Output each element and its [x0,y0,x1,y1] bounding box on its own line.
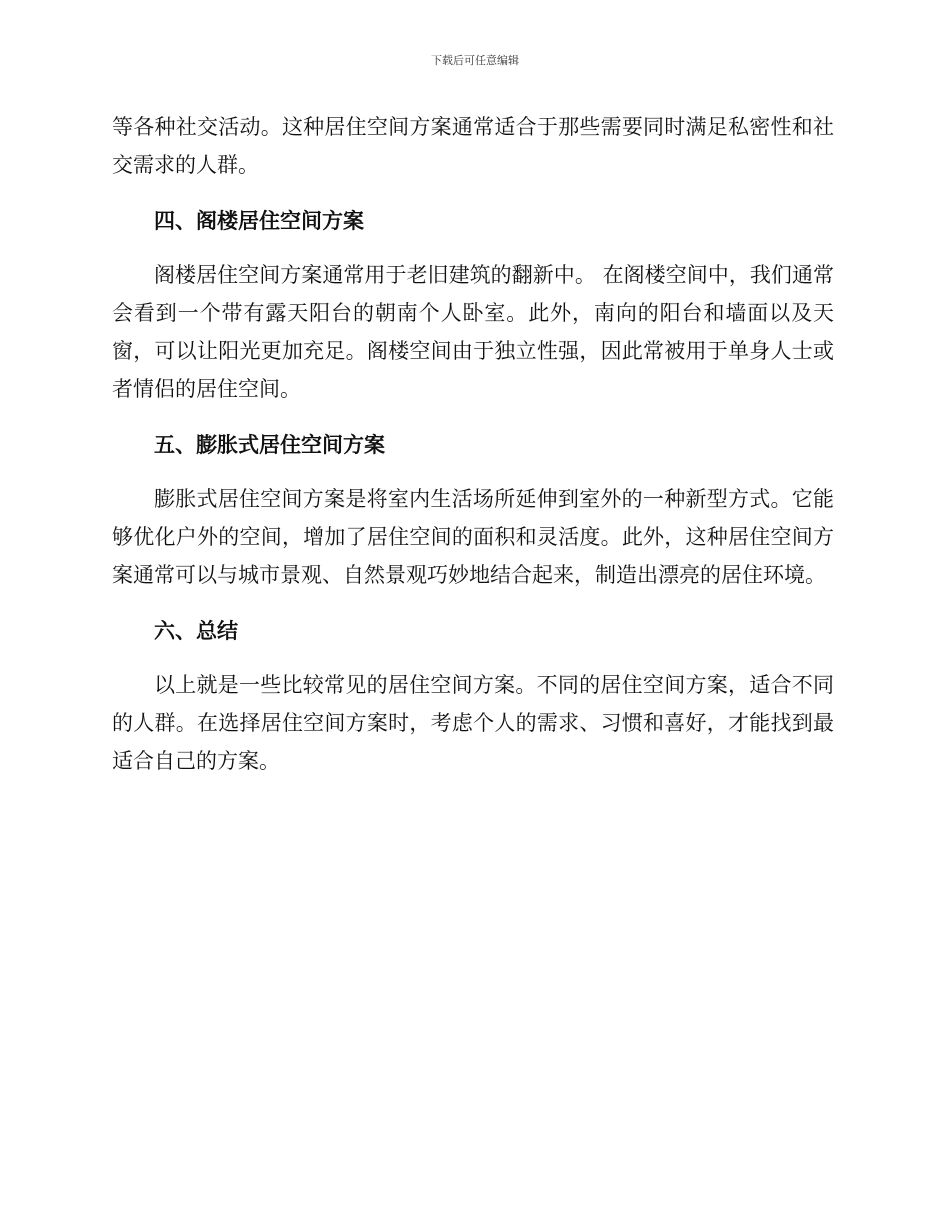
section-heading-expansion: 五、膨胀式居住空间方案 [154,432,385,457]
section-body-summary: 以上就是一些比较常见的居住空间方案。不同的居住空间方案，适合不同的人群。在选择居住空间方案时，考虑个人的需求、习惯和喜好，才能找到最适合自己的方案。 [112,673,834,773]
section-heading-attic: 四、阁楼居住空间方案 [154,208,364,233]
section-body-expansion: 膨胀式居住空间方案是将室内生活场所延伸到室外的一种新型方式。它能够优化户外的空间，增加了居住空间的面积和灵活度。此外，这种居住空间方案通常可以与城市景观、自然景观巧妙地结合起来，制造出漂亮的居住环境。 [112,487,834,587]
section-body-attic: 阁楼居住空间方案通常用于老旧建筑的翻新中。 在阁楼空间中，我们通常会看到一个带有露天阳台的朝南个人卧室。此外，南向的阳台和墙面以及天窗，可以让阳光更加充足。阁楼空间由于独立性强，因此常被用于单身人士或者情侣的居住空间。 [112,263,834,401]
section-heading-summary: 六、总结 [154,618,238,643]
document-body [112,108,834,798]
intro-continuation-paragraph: 等各种社交活动。这种居住空间方案通常适合于那些需要同时满足私密性和社交需求的人群。 [112,115,834,177]
page-header: 下载后可任意编辑 [431,54,519,67]
